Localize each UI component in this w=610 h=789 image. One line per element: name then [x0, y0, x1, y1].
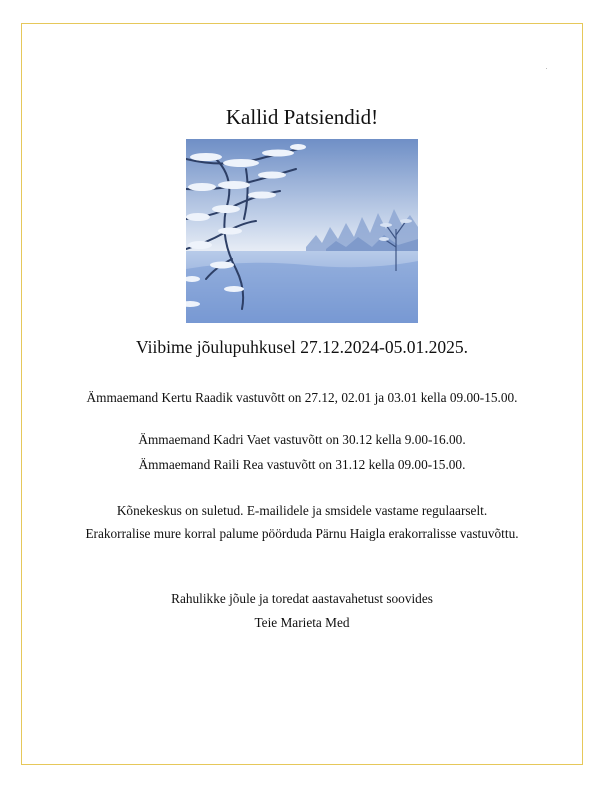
- decorative-dot: [546, 68, 547, 69]
- holiday-period: Viibime jõulupuhkusel 27.12.2024-05.01.2025.: [136, 337, 468, 357]
- schedule-kadri: Ämmaemand Kadri Vaet vastuvõtt on 30.12 kella 9.00-16.00.: [138, 432, 466, 447]
- greeting: Rahulikke jõule ja toredat aastavahetust soovides: [171, 591, 433, 606]
- schedule-kertu: Ämmaemand Kertu Raadik vastuvõtt on 27.12, 02.01 ja 03.01 kella 09.00-15.00.: [86, 390, 518, 405]
- schedule-raili: Ämmaemand Raili Rea vastuvõtt on 31.12 kella 09.00-15.00.: [138, 457, 466, 472]
- notice-title: Kallid Patsiendid!: [225, 105, 379, 129]
- winter-photo: [186, 139, 418, 323]
- winter-tree-icon: [186, 139, 418, 323]
- emergency-info: Erakorralise mure korral palume pöörduda Pärnu Haigla erakorralisse vastuvõttu.: [85, 526, 519, 541]
- call-center-info: Kõnekeskus on suletud. E-mailidele ja smsidele vastame regulaarselt.: [116, 503, 488, 518]
- signature: Teie Marieta Med: [254, 615, 350, 630]
